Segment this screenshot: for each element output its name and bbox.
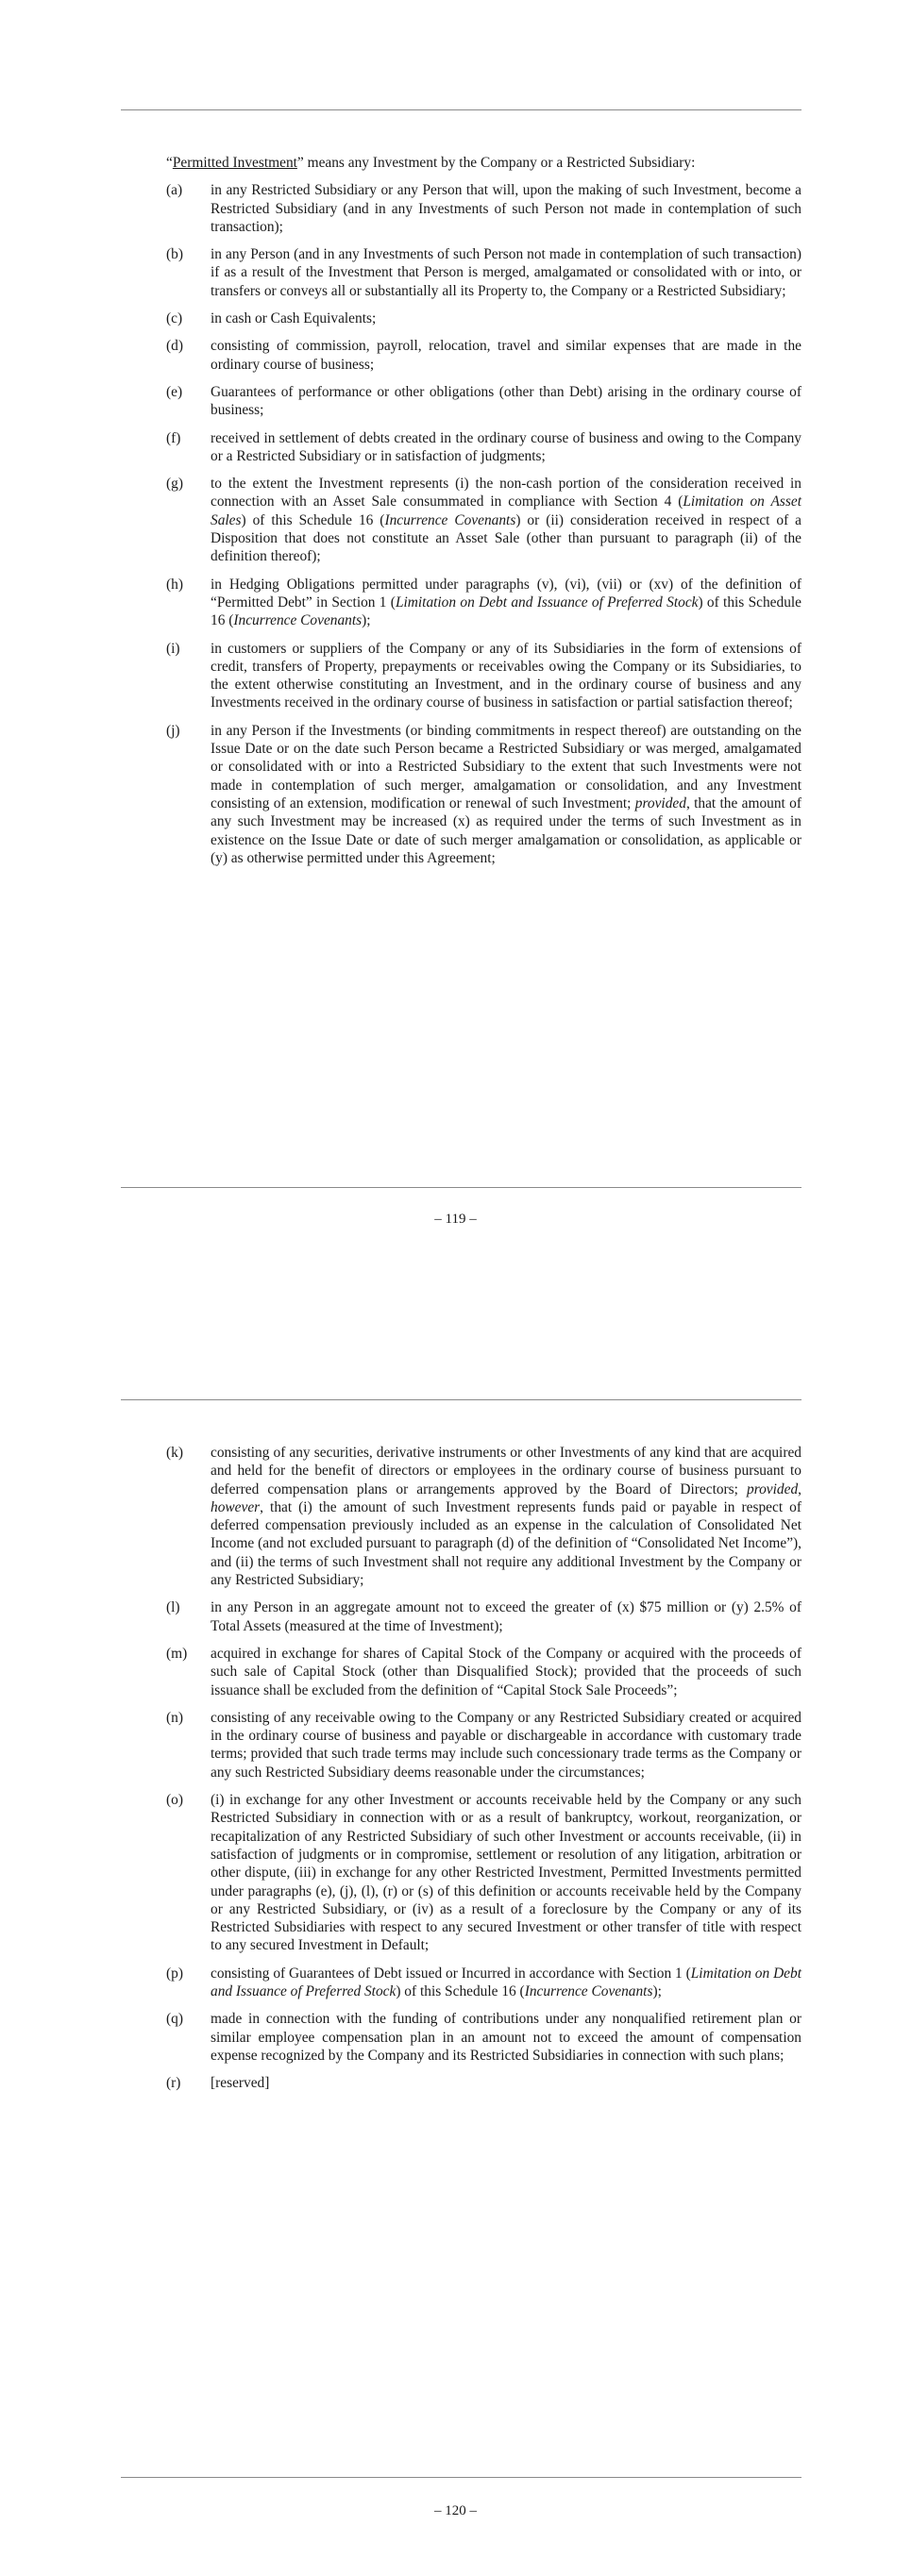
clause-text: received in settlement of debts created in the ordinary course of business and owing to the Company or a Restricted Subsidiary or in satisfaction of judgments;	[211, 429, 801, 464]
clause-label: (r)	[166, 2075, 181, 2092]
clause-h	[166, 576, 801, 630]
clause-label: (q)	[166, 2011, 183, 2028]
italic-run: Incurrence Covenants	[384, 511, 516, 528]
italic-run: Incurrence Covenants	[233, 612, 363, 629]
clause-o	[166, 1791, 801, 1955]
text-run: , that (i) the amount of such Investment represents funds paid or payable in respect of deferred compensation previously included as an expense in the calculation of Consolidated Net Income (and not excluded pursuant to paragraph (d) of the definition of “Consolidated Net Income”), and (ii) the terms of such Investment shall not require any additional Investment by the Company or any Restricted Subsidiary;	[211, 1498, 801, 1589]
clause-f	[166, 429, 801, 466]
clause-r	[166, 2074, 801, 2092]
text-run: ,	[798, 1480, 801, 1497]
clause-text	[211, 722, 801, 867]
clause-l	[166, 1598, 801, 1635]
clause-k	[166, 1444, 801, 1589]
italic-run: Limitation on Asset Sales	[211, 493, 802, 528]
text-run: consisting of any securities, derivative instruments or other Investments of any kind that are acquired and held for the benefit of directors or employees in the ordinary course of business pursuant to deferred compensation plans or arrangements approved by the Board of Directors;	[211, 1445, 801, 1497]
italic-run: provided	[747, 1480, 799, 1497]
clause-m	[166, 1645, 801, 1699]
clause-q	[166, 2010, 801, 2065]
clause-j	[166, 722, 801, 867]
clause-text: in any Person (and in any Investments of such Person not made in contemplation of such transaction) if as a result of the Investment that Person is merged, amalgamated or consolidated with or into, or transfers or conveys all or substantially all its Property to, the Company or a Restricted Subsidiary;	[211, 246, 801, 299]
italic-run: Incurrence Covenants	[524, 1983, 653, 2000]
text-run: in any Person if the Investments (or binding commitments in respect thereof) are outstanding on the Issue Date or on the date such Person became a Restricted Subsidiary or was merged, amalgamated or consolidated with or into a Restricted Subsidiary to the extent that such Investments were not made in contemplation of such merger, amalgamation or consolidation, and any Investment consisting of an extension, modification or renewal of such Investment;	[211, 722, 801, 811]
clause-b	[166, 245, 801, 300]
clause-label: (b)	[166, 246, 183, 263]
clause-text: made in connection with the funding of contributions under any nonqualified retirement plan or similar employee compensation plan in an amount not to exceed the amount of compensation expense recognized by the Company and its Restricted Subsidiaries in connection with such plans;	[211, 2011, 801, 2064]
clause-i	[166, 640, 801, 712]
italic-run: provided	[634, 795, 686, 811]
text-run: ) of this Schedule 16 (	[396, 1983, 525, 2000]
text-run: , that the amount of any such Investment may be increased (x) as required under the terms of such Investment as in existence on the Issue Date or date of such merger amalgamation or consolidation, as applicable or (y) as otherwise permitted under this Agreement;	[211, 795, 801, 866]
text-run: ) of this Schedule 16 (	[241, 511, 385, 528]
clause-text	[211, 1444, 801, 1589]
text-run: in Hedging Obligations permitted under paragraphs (v), (vi), (vii) or (xv) of the definition of “Permitted Debt” in Section 1 (	[211, 576, 801, 611]
text-run: consisting of Guarantees of Debt issued or Incurred in accordance with Section 1 (	[211, 1965, 691, 1982]
clause-label: (h)	[166, 576, 183, 593]
page-120-bottom-rule	[121, 2477, 801, 2478]
clause-g	[166, 475, 801, 565]
clause-c	[166, 309, 801, 327]
page-number-120: – 120 –	[434, 2503, 477, 2518]
page-119-body	[166, 154, 801, 877]
clause-label: (g)	[166, 476, 183, 493]
italic-run: however	[211, 1498, 261, 1515]
text-run: );	[652, 1983, 662, 2000]
page-number-119: – 119 –	[434, 1212, 477, 1227]
clause-label: (a)	[166, 182, 183, 199]
clause-text	[211, 1965, 801, 2001]
clause-label: (l)	[166, 1599, 180, 1616]
text-run: ) or (ii) consideration received in respect of a Disposition that does not constitute an Asset Sale (other than pursuant to paragraph (ii) of the definition thereof);	[211, 511, 802, 565]
page-119-top-rule	[121, 109, 801, 110]
open-quote: “	[166, 155, 173, 171]
clause-text: in cash or Cash Equivalents;	[211, 310, 377, 327]
clause-label: (c)	[166, 310, 183, 327]
clause-label: (p)	[166, 1965, 183, 1982]
italic-run: Limitation on Debt and Issuance of Preferred Stock	[395, 594, 699, 611]
clause-label: (d)	[166, 338, 183, 355]
clause-label: (k)	[166, 1445, 183, 1461]
clause-text: (i) in exchange for any other Investment or accounts receivable held by the Company or any such Restricted Subsidiary in connection with or as a result of bankruptcy, workout, reorganization, or recapitalization of any Restricted Subsidiary of such other Investment or accounts receivable, (ii) in satisfaction of judgments or in compromise, settlement or resolution of any litigation, arbitration or other dispute, (iii) in exchange for any other Restricted Investment, Permitted Investments permitted under paragraphs (e), (j), (l), (r) or (s) of this definition or accounts receivable held by the Company or any Restricted Subsidiary, or (iv) as a result of a foreclosure by the Company or any of its Restricted Subsidiaries with respect to any secured Investment or other transfer of title with respect to any secured Investment in Default;	[211, 1792, 801, 1954]
clause-text	[211, 475, 801, 565]
text-run: ) of this Schedule 16 (	[211, 594, 802, 629]
clause-text: consisting of any receivable owing to the Company or any Restricted Subsidiary created or acquired in the ordinary course of business and payable or dischargeable in accordance with customary trade terms; provided that such trade terms may include such concessionary trade terms as the Company or any such Restricted Subsidiary deems reasonable under the circumstances;	[211, 1709, 801, 1781]
clause-text: in customers or suppliers of the Company or any of its Subsidiaries in the form of extensions of credit, transfers of Property, prepayments or receivables owing the Company or its Subsidiaries, to the extent otherwise constituting an Investment, and in the ordinary course of business and any Investments received in the ordinary course of business in satisfaction or partial satisfaction thereof;	[211, 640, 801, 711]
page-120-body	[166, 1444, 801, 2102]
clause-n	[166, 1709, 801, 1781]
clause-label: (j)	[166, 722, 180, 739]
clause-label: (e)	[166, 383, 183, 400]
text-run: to the extent the Investment represents (i) the non-cash portion of the consideration received in connection with an Asset Sale consummated in compliance with Section 4 (	[211, 476, 801, 510]
clause-text: [reserved]	[211, 2075, 270, 2092]
definition-intro	[166, 154, 801, 172]
page-119-bottom-rule	[121, 1187, 801, 1188]
clause-label: (i)	[166, 640, 180, 657]
clause-label: (m)	[166, 1645, 188, 1662]
clause-text: in any Person in an aggregate amount not to exceed the greater of (x) $75 million or (y) 2.5% of Total Assets (measured at the time of Investment);	[211, 1599, 801, 1634]
text-run: );	[362, 612, 371, 629]
clause-text: in any Restricted Subsidiary or any Person that will, upon the making of such Investment, become a Restricted Subsidiary (and in any Investments of such Person not made in contemplation of such transaction);	[211, 182, 801, 235]
definition-intro-text: ” means any Investment by the Company or a Restricted Subsidiary:	[296, 155, 696, 171]
clause-label: (f)	[166, 429, 181, 446]
clause-text: acquired in exchange for shares of Capital Stock of the Company or acquired with the proceeds of such sale of Capital Stock (other than Disqualified Stock); provided that the proceeds of such issuance shall be excluded from the definition of “Capital Stock Sale Proceeds”;	[211, 1645, 801, 1698]
defined-term: Permitted Investment	[172, 155, 297, 171]
clause-text: consisting of commission, payroll, relocation, travel and similar expenses that are made in the ordinary course of business;	[211, 338, 801, 373]
clause-d	[166, 337, 801, 374]
page-120-top-rule	[121, 1399, 801, 1400]
clause-text	[211, 576, 801, 630]
clause-p	[166, 1965, 801, 2001]
clause-a	[166, 181, 801, 236]
clause-label: (n)	[166, 1709, 183, 1726]
clause-e	[166, 383, 801, 420]
clause-label: (o)	[166, 1792, 183, 1809]
clause-text: Guarantees of performance or other obligations (other than Debt) arising in the ordinary course of business;	[211, 383, 801, 419]
italic-run: Limitation on Debt and Issuance of Preferred Stock	[211, 1965, 801, 2000]
